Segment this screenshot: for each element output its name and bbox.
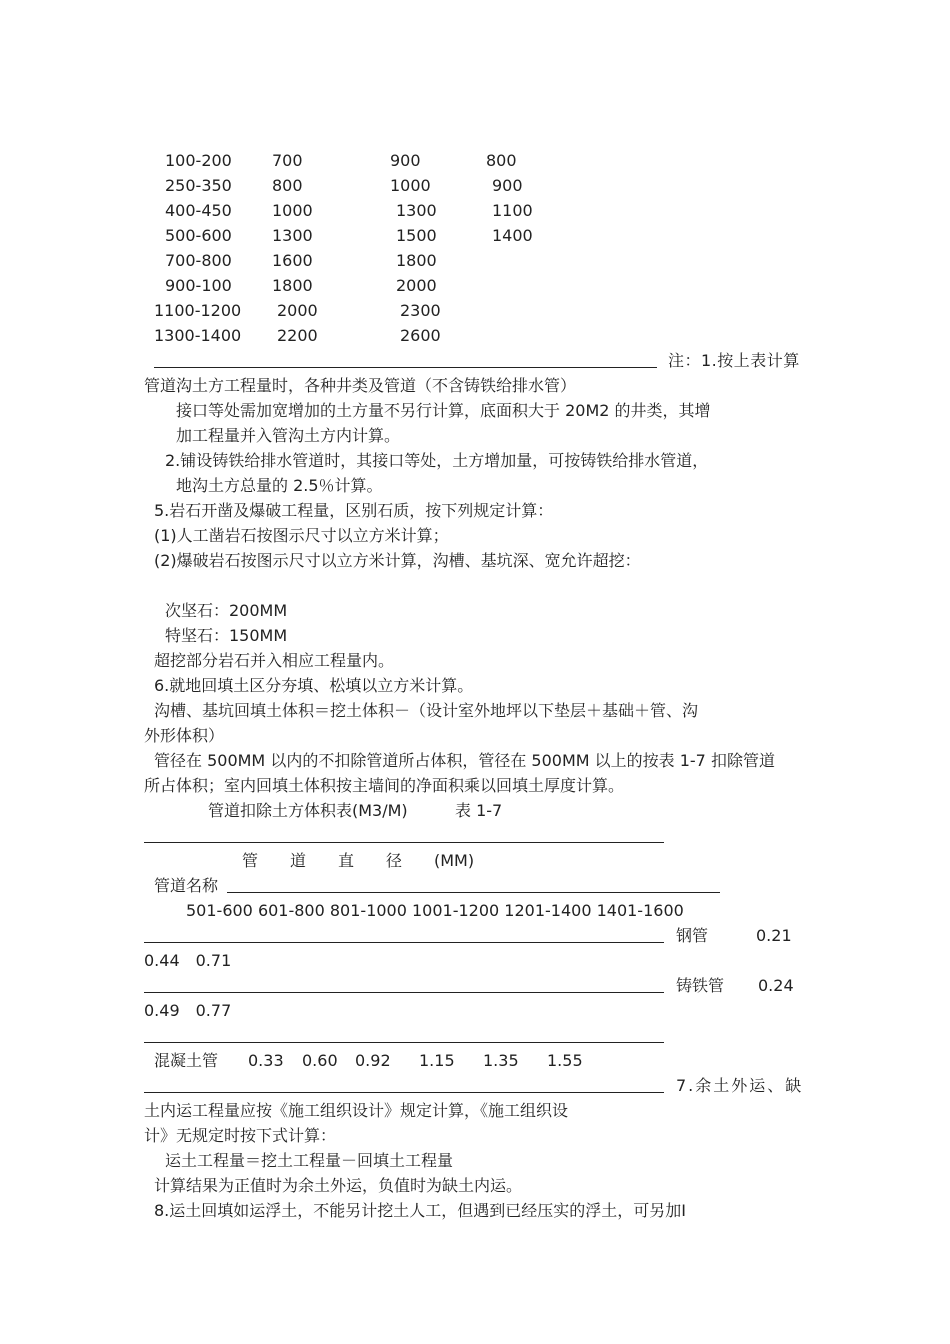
range-cell: 400-450: [165, 201, 232, 220]
diameter-ranges: 501-600 601-800 801-1000 1001-1200 1201-1400 1401-1600: [186, 901, 684, 920]
diameter-header: 管 道 直 径 (MM): [242, 851, 475, 870]
section6-title: 6.就地回填土区分夯填、松填以立方米计算。: [154, 676, 474, 695]
note1-line-b: 接口等处需加宽增加的土方量不另行计算，底面积大于 20M2 的井类，其增: [176, 401, 711, 420]
note-head: 注：1.按上表计算: [668, 351, 800, 370]
value-cell: 800: [272, 176, 303, 195]
section7-result: 计算结果为正值时为余土外运，负值时为缺土内运。: [154, 1176, 523, 1195]
note1-line-a: 管道沟土方工程量时，各种井类及管道（不含铸铁给排水管）: [144, 376, 577, 395]
section6-line4: 所占体积；室内回填土体积按主墙间的净面积乘以回填土厚度计算。: [144, 776, 625, 795]
value-cell: 2300: [400, 301, 441, 320]
concrete-value: 0.60: [302, 1051, 338, 1070]
section6-line3: 管径在 500MM 以内的不扣除管道所占体积，管径在 500MM 以上的按表 1-7 扣除管道: [154, 751, 775, 770]
note2-line-a: 2.铺设铸铁给排水管道时，其接口等处，土方增加量，可按铸铁给排水管道，: [165, 451, 709, 470]
steel-values: 0.44 0.71: [144, 951, 232, 970]
table17-caption: 管道扣除土方体积表(M3/M): [208, 801, 408, 820]
note1-line-c: 加工程量并入管沟土方内计算。: [176, 426, 401, 445]
section7-head: 7.余土外运、缺: [676, 1076, 804, 1095]
steel-first-value: 0.21: [756, 926, 792, 945]
table-rule: [144, 842, 664, 843]
name-header: 管道名称: [154, 876, 219, 895]
range-cell: 1300-1400: [154, 326, 242, 345]
section5-title: 5.岩石开凿及爆破工程量，区别石质，按下列规定计算：: [154, 501, 554, 520]
note2-line-b: 地沟土方总量的 2.5％计算。: [176, 476, 383, 495]
overdig-note: 超挖部分岩石并入相应工程量内。: [154, 651, 395, 670]
concrete-value: 0.92: [355, 1051, 391, 1070]
iron-values: 0.49 0.77: [144, 1001, 232, 1020]
value-cell: 1500: [396, 226, 437, 245]
range-cell: 100-200: [165, 151, 232, 170]
range-cell: 250-350: [165, 176, 232, 195]
concrete-value: 1.15: [419, 1051, 455, 1070]
section5-item2: (2)爆破岩石按图示尺寸以立方米计算，沟槽、基坑深、宽允许超挖：: [154, 551, 641, 570]
value-cell: 1300: [396, 201, 437, 220]
concrete-name: 混凝土管: [154, 1051, 219, 1070]
section7-formula: 运土工程量＝挖土工程量－回填土工程量: [165, 1151, 454, 1170]
table-rule: [144, 992, 664, 993]
concrete-value: 1.35: [483, 1051, 519, 1070]
hard-rock-2: 特坚石：150MM: [165, 626, 288, 645]
value-cell: 1800: [272, 276, 313, 295]
table-rule: [154, 367, 657, 368]
iron-name: 铸铁管: [676, 976, 725, 995]
steel-name: 钢管: [676, 926, 709, 945]
value-cell: 900: [492, 176, 523, 195]
value-cell: 1400: [492, 226, 533, 245]
section7-line1: 土内运工程量应按《施工组织设计》规定计算，《施工组织设: [144, 1101, 569, 1120]
concrete-value: 1.55: [547, 1051, 583, 1070]
section6-line2: 外形体积）: [144, 726, 225, 745]
value-cell: 800: [486, 151, 517, 170]
value-cell: 1600: [272, 251, 313, 270]
value-cell: 1800: [396, 251, 437, 270]
table-rule: [227, 892, 720, 893]
table-rule: [144, 1042, 664, 1043]
value-cell: 1300: [272, 226, 313, 245]
table17-tag: 表 1-7: [455, 801, 503, 820]
value-cell: 1000: [272, 201, 313, 220]
range-cell: 500-600: [165, 226, 232, 245]
table-rule: [144, 942, 664, 943]
range-cell: 700-800: [165, 251, 232, 270]
value-cell: 2600: [400, 326, 441, 345]
range-cell: 900-100: [165, 276, 232, 295]
concrete-value: 0.33: [248, 1051, 284, 1070]
table-rule: [144, 1092, 664, 1093]
section5-item1: (1)人工凿岩石按图示尺寸以立方米计算；: [154, 526, 449, 545]
value-cell: 2000: [396, 276, 437, 295]
section8-line1: 8.运土回填如运浮土，不能另计挖土人工，但遇到已经压实的浮土，可另加Ⅰ: [154, 1201, 686, 1220]
value-cell: 700: [272, 151, 303, 170]
hard-rock-1: 次坚石：200MM: [165, 601, 288, 620]
value-cell: 2000: [277, 301, 318, 320]
section6-line1: 沟槽、基坑回填土体积＝挖土体积－（设计室外地坪以下垫层＋基础＋管、沟: [154, 701, 699, 720]
value-cell: 1000: [390, 176, 431, 195]
section7-line2: 计》无规定时按下式计算：: [144, 1126, 337, 1145]
value-cell: 1100: [492, 201, 533, 220]
value-cell: 900: [390, 151, 421, 170]
value-cell: 2200: [277, 326, 318, 345]
iron-first-value: 0.24: [758, 976, 794, 995]
range-cell: 1100-1200: [154, 301, 242, 320]
